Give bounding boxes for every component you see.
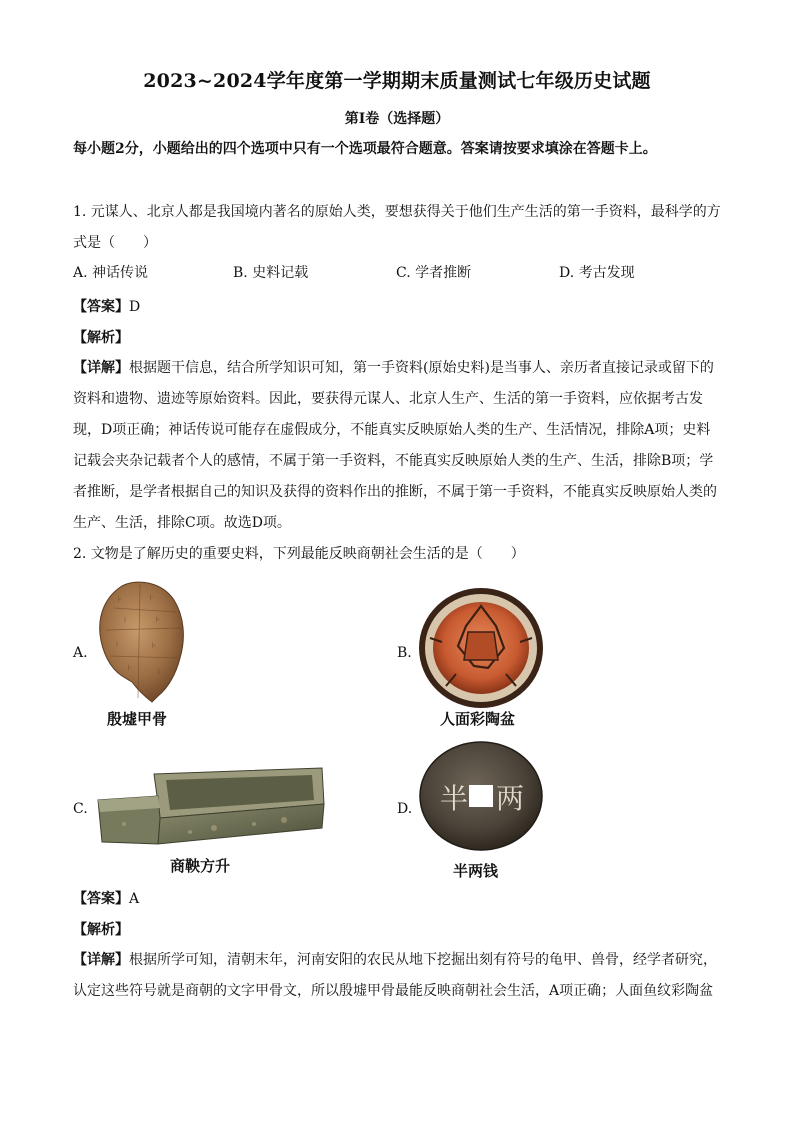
q1-detail-line: 资料和遗物、遗迹等原始资料。因此，要获得元谋人、北京人生产、生活的第一手资料，应依据考古发 xyxy=(73,391,703,407)
q1-detail-line: 者推断，是学者根据自己的知识及获得的资料作出的推断，不属于第一手资料，不能真实反映原始人类的 xyxy=(73,484,717,500)
q1-detail-line: 【详解】根据题干信息，结合所学知识可知，第一手资料(原始史料)是当事人、亲历者直接记录或留下的 xyxy=(73,360,714,376)
q1-option-d: D. 考古发现 xyxy=(559,265,635,281)
q1-stem-line1: 1. 元谋人、北京人都是我国境内著名的原始人类，要想获得关于他们生产生活的第一手资料，最科学的方 xyxy=(73,204,721,220)
q2-option-c-letter: C. xyxy=(73,801,88,817)
detail-label: 【详解】 xyxy=(73,952,129,968)
q2-option-d-caption: 半两钱 xyxy=(453,862,499,880)
q2-answer xyxy=(73,888,139,908)
oracle-bone-image xyxy=(92,578,188,704)
q2-detail-line: 【详解】根据所学可知，清朝末年，河南安阳的农民从地下挖掘出刻有符号的龟甲、兽骨，经学者研究， xyxy=(73,952,717,968)
q1-detail xyxy=(73,353,723,539)
bronze-measure-image xyxy=(94,762,326,850)
q2-option-b-letter: B. xyxy=(397,645,412,661)
coin-char-right: 两 xyxy=(496,782,525,815)
coin-char-left: 半 xyxy=(440,782,469,815)
q1-options xyxy=(73,262,723,286)
answer-value: D xyxy=(129,299,141,315)
q1-detail-line: 生产、生活，排除C项。故选D项。 xyxy=(73,515,291,531)
q2-option-b-caption: 人面彩陶盆 xyxy=(440,710,516,728)
answer-label: 【答案】 xyxy=(73,299,129,315)
q2-stem: 2. 文物是了解历史的重要史料，下列最能反映商朝社会生活的是（ ） xyxy=(73,546,525,562)
q1-option-b: B. 史料记载 xyxy=(233,265,309,281)
q2-option-d-letter: D. xyxy=(397,801,413,817)
q1-option-c: C. 学者推断 xyxy=(396,265,472,281)
answer-label: 【答案】 xyxy=(73,891,129,907)
svg-text:卜: 卜 xyxy=(154,617,161,624)
svg-text:⺊: ⺊ xyxy=(126,665,133,672)
q2-detail-line: 认定这些符号就是商朝的文字甲骨文，所以殷墟甲骨最能反映商朝社会生活，A项正确；人面鱼纹彩陶盆 xyxy=(73,983,714,999)
q2-option-a-caption: 殷墟甲骨 xyxy=(107,710,168,728)
q2-analysis-label: 【解析】 xyxy=(73,922,129,938)
svg-text:丨: 丨 xyxy=(114,641,121,648)
svg-text:丨: 丨 xyxy=(156,669,163,676)
svg-text:⺊: ⺊ xyxy=(148,595,155,602)
q1-stem-line2: 式是（ ） xyxy=(73,235,157,251)
detail-label: 【详解】 xyxy=(73,360,129,376)
q2-option-c-caption: 商鞅方升 xyxy=(170,857,231,875)
q2-detail xyxy=(73,945,723,1007)
ban-liang-coin-image xyxy=(418,740,544,852)
q1-option-a: A. 神话传说 xyxy=(73,265,149,281)
svg-text:⺊: ⺊ xyxy=(116,597,123,604)
q1-analysis-label: 【解析】 xyxy=(73,330,129,346)
page-title: 2023~2024学年度第一学期期末质量测试七年级历史试题 xyxy=(143,70,651,92)
q1-detail-line: 现，D项正确；神话传说可能存在虚假成分，不能真实反映原始人类的生产、生活情况，排除A项；史料 xyxy=(73,422,711,438)
q1-answer xyxy=(73,296,140,316)
section-title: 第Ⅰ卷（选择题） xyxy=(344,111,450,127)
svg-text:卜: 卜 xyxy=(150,643,157,650)
pottery-basin-image xyxy=(416,586,546,710)
q2-option-a-letter: A. xyxy=(73,645,88,661)
q1-detail-line: 记载会夹杂记载者个人的感情，不属于第一手资料，不能真实反映原始人类的生产、生活，排除B项；学 xyxy=(73,453,714,469)
answer-value: A xyxy=(129,891,140,907)
instructions: 每小题2分，小题给出的四个选项中只有一个选项最符合题意。答案请按要求填涂在答题卡上。 xyxy=(73,141,657,157)
svg-text:丨: 丨 xyxy=(122,617,129,624)
